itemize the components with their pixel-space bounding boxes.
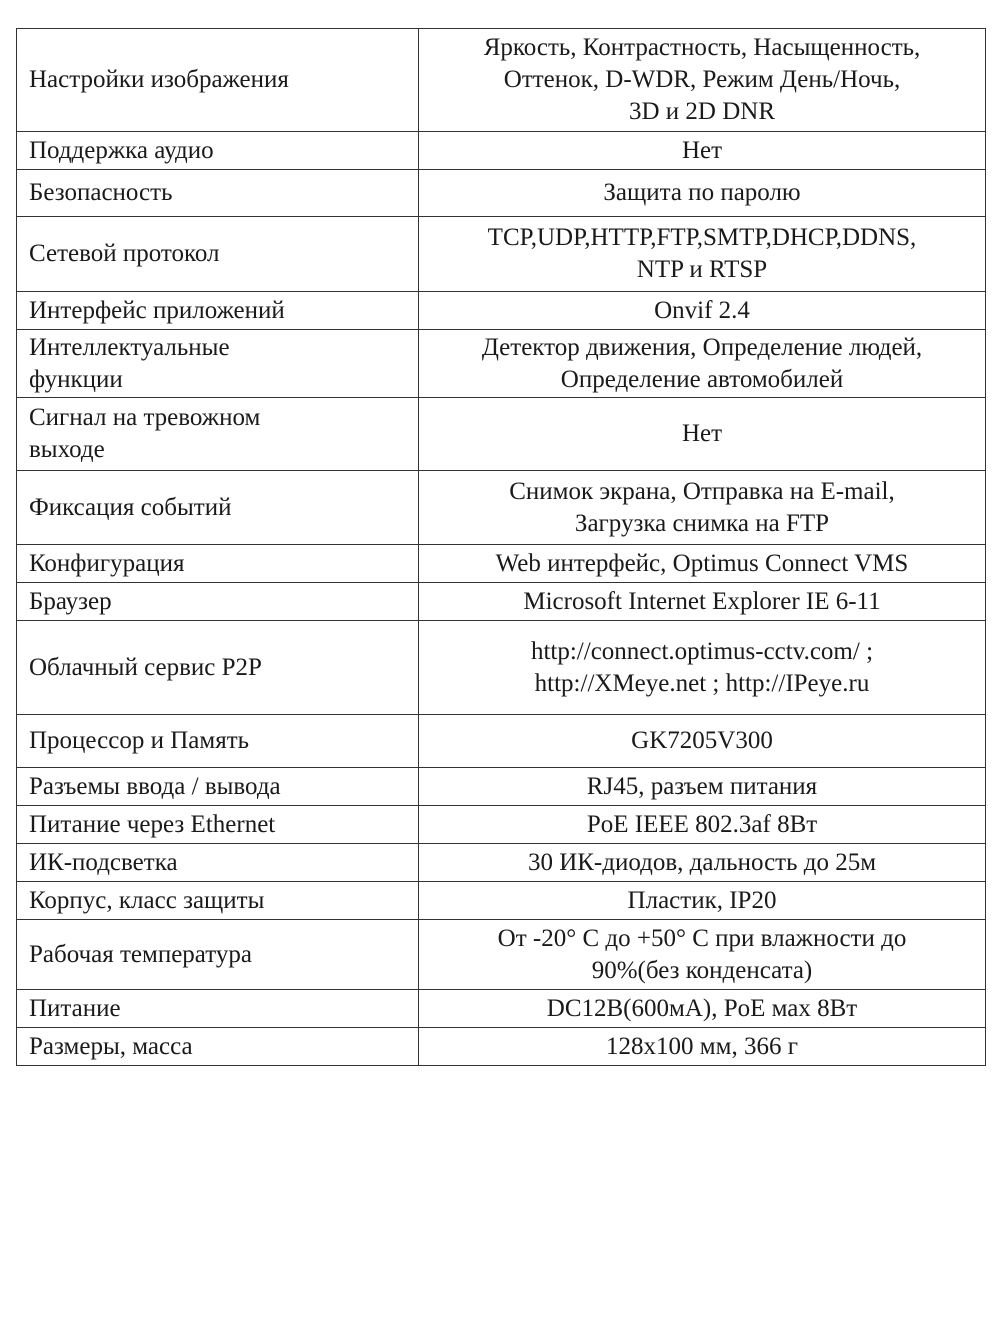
- spec-label: Браузер: [17, 583, 419, 621]
- spec-label: Конфигурация: [17, 545, 419, 583]
- spec-value: Детектор движения, Определение людей, Определение автомобилей: [419, 330, 986, 398]
- spec-value: 128х100 мм, 366 г: [419, 1028, 986, 1066]
- spec-label: Облачный сервис P2P: [17, 621, 419, 715]
- spec-label: Поддержка аудио: [17, 132, 419, 170]
- spec-value: Web интерфейс, Optimus Connect VMS: [419, 545, 986, 583]
- spec-label: ИК-подсветка: [17, 844, 419, 882]
- spec-label: Размеры, масса: [17, 1028, 419, 1066]
- spec-value: RJ45, разъем питания: [419, 768, 986, 806]
- spec-value: Яркость, Контрастность, Насыщенность, Оттенок, D-WDR, Режим День/Ночь, 3D и 2D DNR: [419, 29, 986, 132]
- spec-value: Нет: [419, 132, 986, 170]
- spec-label: Сетевой протокол: [17, 217, 419, 292]
- spec-label: Безопасность: [17, 170, 419, 217]
- spec-value: Защита по паролю: [419, 170, 986, 217]
- spec-label: Разъемы ввода / вывода: [17, 768, 419, 806]
- spec-label: Сигнал на тревожном выходе: [17, 398, 419, 471]
- table-row: [17, 882, 986, 920]
- spec-label: Корпус, класс защиты: [17, 882, 419, 920]
- spec-label: Рабочая температура: [17, 920, 419, 990]
- spec-label: Интеллектуальные функции: [17, 330, 419, 398]
- spec-value: Снимок экрана, Отправка на E-mail, Загрузка снимка на FTP: [419, 471, 986, 545]
- spec-label: Интерфейс приложений: [17, 292, 419, 330]
- spec-label: Настройки изображения: [17, 29, 419, 132]
- table-row: [17, 292, 986, 330]
- table-row: [17, 29, 986, 132]
- table-row: [17, 844, 986, 882]
- spec-label: Процессор и Память: [17, 715, 419, 768]
- table-row: [17, 583, 986, 621]
- table-row: [17, 1028, 986, 1066]
- table-row: [17, 471, 986, 545]
- table-row: [17, 920, 986, 990]
- table-row: [17, 806, 986, 844]
- table-row: [17, 621, 986, 715]
- spec-value: TCP,UDP,HTTP,FTP,SMTP,DHCP,DDNS, NTP и RTSP: [419, 217, 986, 292]
- table-row: [17, 217, 986, 292]
- spec-label: Питание: [17, 990, 419, 1028]
- spec-value: GK7205V300: [419, 715, 986, 768]
- spec-value: DC12B(600мА), PoE мах 8Вт: [419, 990, 986, 1028]
- spec-value: 30 ИК-диодов, дальность до 25м: [419, 844, 986, 882]
- table-row: [17, 768, 986, 806]
- spec-value: От -20° С до +50° С при влажности до 90%(без конденсата): [419, 920, 986, 990]
- table-row: [17, 715, 986, 768]
- table-row: [17, 545, 986, 583]
- spec-value: http://connect.optimus-cctv.com/ ; http://XMeye.net ; http://IPeye.ru: [419, 621, 986, 715]
- table-row: [17, 398, 986, 471]
- table-row: [17, 170, 986, 217]
- spec-value: PoE IEEE 802.3af 8Вт: [419, 806, 986, 844]
- table-row: [17, 132, 986, 170]
- spec-value: Нет: [419, 398, 986, 471]
- spec-value: Onvif 2.4: [419, 292, 986, 330]
- spec-label: Фиксация событий: [17, 471, 419, 545]
- table-row: [17, 330, 986, 398]
- spec-label: Питание через Ethernet: [17, 806, 419, 844]
- spec-value: Microsoft Internet Explorer IE 6-11: [419, 583, 986, 621]
- spec-value: Пластик, IP20: [419, 882, 986, 920]
- spec-table: [16, 28, 986, 1066]
- table-row: [17, 990, 986, 1028]
